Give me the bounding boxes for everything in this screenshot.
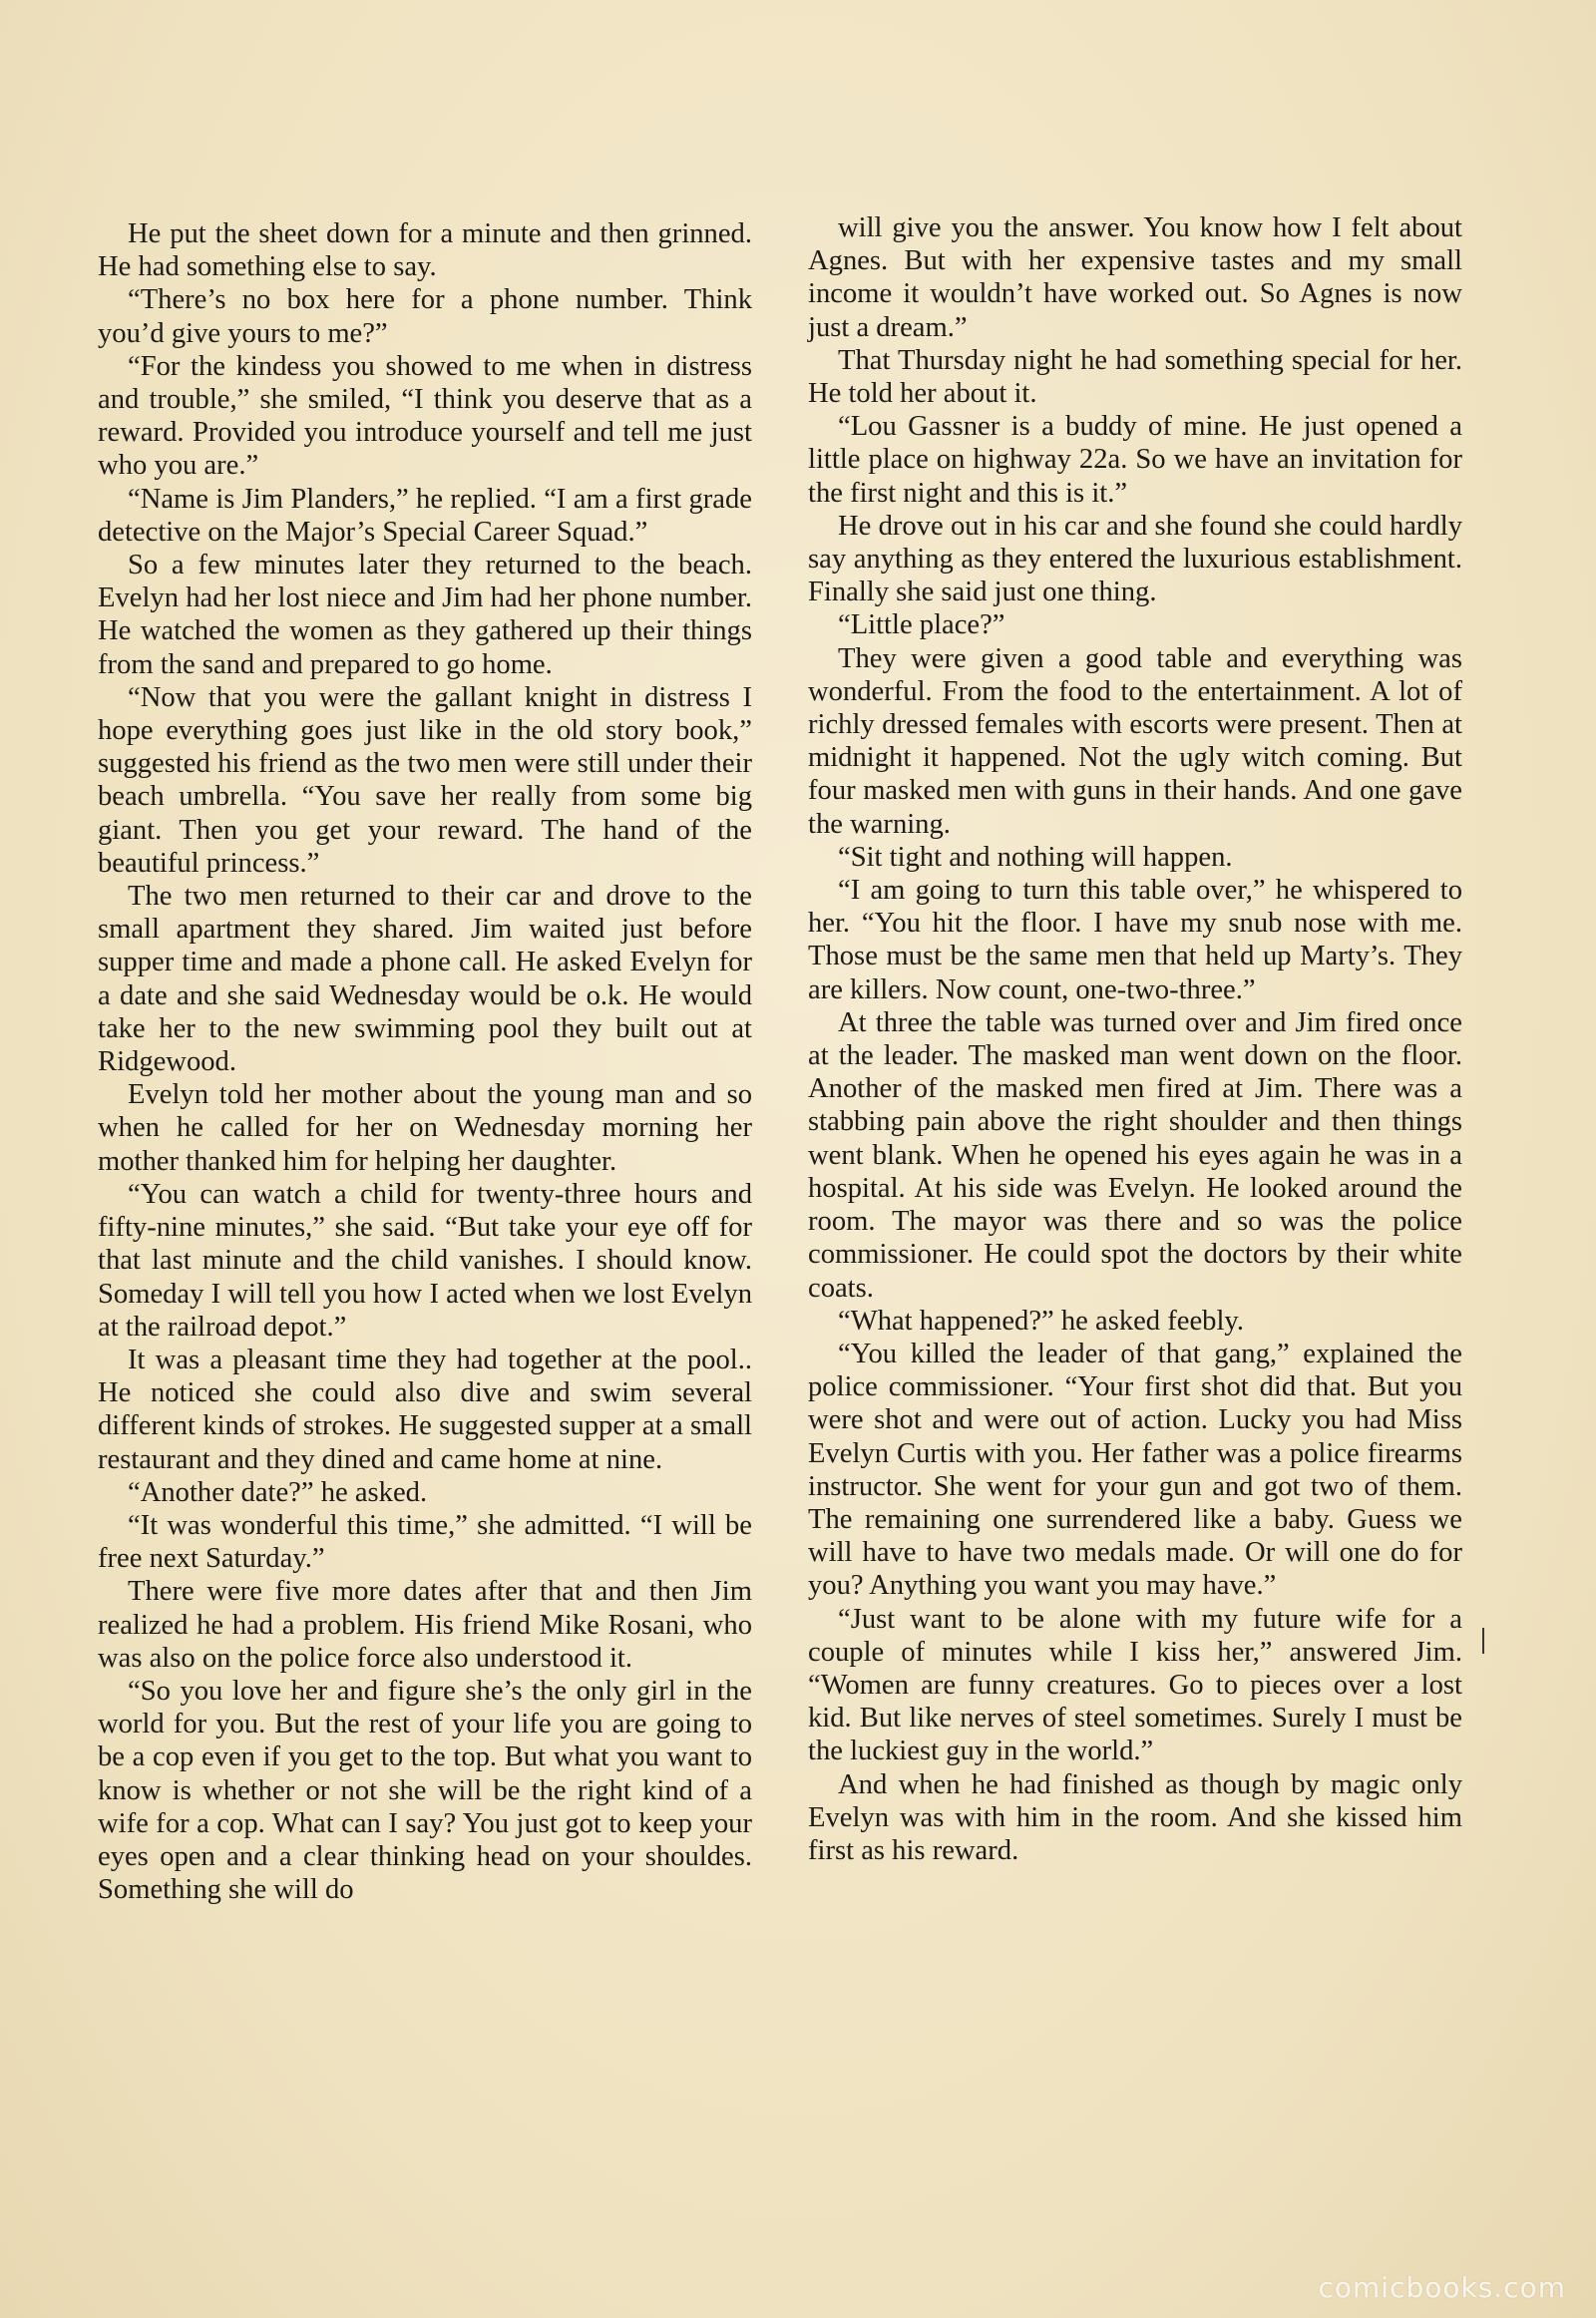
paragraph: That Thursday night he had something special for her. He told her about it. — [808, 344, 1462, 410]
paragraph: “Another date?” he asked. — [128, 1476, 428, 1508]
paragraph: The two men returned to their car and drove to the small apartment they shared. Jim waited just before supper time and made a phone call. He asked Evelyn for a date and she said Wednesday would be o.k. He would take her to the new swimming pool they built out at Ridgewood. — [98, 881, 752, 1078]
paragraph: So a few minutes later they returned to the beach. Evelyn had her lost niece and Jim had her phone number. He watched the women as they gathered up their things from the sand and prepared to go home. — [98, 550, 752, 680]
paragraph: “Just want to be alone with my future wife for a couple of minutes while I kiss her,” answered Jim. “Women are funny creatures. Go to pieces over a lost kid. But like nerves of steel sometimes. Surely I must be the luckiest guy in the world.” — [808, 1603, 1462, 1767]
paragraph: “Little place?” — [838, 609, 1005, 641]
paragraph: “Name is Jim Planders,” he replied. “I am a first grade detective on the Major’s Special Career Squad.” — [98, 483, 752, 548]
watermark: comicbooks.com — [1318, 2271, 1566, 2304]
paragraph: Evelyn told her mother about the young man and so when he called for her on Wednesday morning her mother thanked him for helping her daughter. — [98, 1079, 752, 1177]
paragraph: He put the sheet down for a minute and then grinned. He had something else to say. — [98, 218, 752, 283]
paragraph: There were five more dates after that and then Jim realized he had a problem. His friend Mike Rosani, who was also on the police force also understood it. — [98, 1576, 752, 1674]
paragraph: “You can watch a child for twenty-three hours and fifty-nine minutes,” she said. “But take your eye off for that last minute and the child vanishes. I should know. Someday I will tell you how I acted when we lost Evelyn at the railroad depot.” — [98, 1178, 752, 1343]
paragraph: He drove out in his car and she found she could hardly say anything as they entered the luxurious establishment. Finally she said just one thing. — [808, 510, 1462, 608]
paragraph: “You killed the leader of that gang,” explained the police commissioner. “Your first shot did that. But you were shot and were out of action. Lucky you had Miss Evelyn Curtis with you. Her father was a police firearms instructor. She went for your gun and got two of them. The remaining one surrendered like a baby. Guess we will have to have two medals made. Or will one do for you? Anything you want you may have.” — [808, 1338, 1462, 1602]
paragraph: They were given a good table and everything was wonderful. From the food to the entertainment. A lot of richly dressed females with escorts were present. Then at midnight it happened. Not the ugly witch coming. But four masked men with guns in their hands. And one gave the warning. — [808, 642, 1462, 840]
paragraph: “So you love her and figure she’s the only girl in the world for you. But the rest of your life you are going to be a cop even if you get to the top. But what you want to know is whether or not she will be the right kind of a wife for a cop. What can I say? You just got to keep your eyes open and a clear thinking head on your shouldes. Something she will do — [98, 1675, 752, 1906]
paragraph: “Lou Gassner is a buddy of mine. He just opened a little place on highway 22a. So we have an invitation for the first night and this is it.” — [808, 411, 1462, 509]
paragraph: And when he had finished as though by magic only Evelyn was with him in the room. And she kissed him first as his reward. — [808, 1768, 1462, 1866]
paragraph: “Now that you were the gallant knight in distress I hope everything goes just like in the old story book,” suggested his friend as the two men were still under their beach umbrella. “You save her really from some big giant. Then you get your reward. The hand of the beautiful princess.” — [98, 681, 752, 879]
paragraph: will give you the answer. You know how I felt about Agnes. But with her expensive tastes and my small income it wouldn’t have worked out. So Agnes is now just a dream.” — [808, 212, 1462, 343]
paragraph: “It was wonderful this time,” she admitted. “I will be free next Saturday.” — [98, 1509, 752, 1575]
paragraph: It was a pleasant time they had together at the pool.. He noticed she could also dive and swim several different kinds of strokes. He suggested supper at a small restaurant and they dined and came home at nine. — [98, 1344, 752, 1475]
story-column-left — [98, 217, 752, 1906]
paragraph: “What happened?” he asked feebly. — [838, 1305, 1244, 1337]
story-column-right — [808, 211, 1462, 1867]
paragraph: “I am going to turn this table over,” he whispered to her. “You hit the floor. I have my snub nose with me. Those must be the same men that held up Marty’s. They are killers. Now count, one-two-three.” — [808, 875, 1462, 1005]
paragraph: “Sit tight and nothing will happen. — [838, 841, 1233, 873]
paragraph: “For the kindess you showed to me when in distress and trouble,” she smiled, “I think you deserve that as a reward. Provided you introduce yourself and tell me just who you are.” — [98, 350, 752, 482]
print-mark — [1482, 1628, 1484, 1654]
paragraph: “There’s no box here for a phone number. Think you’d give yours to me?” — [98, 284, 752, 349]
paragraph: At three the table was turned over and Jim fired once at the leader. The masked man went down on the floor. Another of the masked men fired at Jim. There was a stabbing pain above the right shoulder and then things went blank. When he opened his eyes again he was in a hospital. At his side was Evelyn. He looked around the room. The mayor was there and so was the police commissioner. He could spot the doctors by their white coats. — [808, 1006, 1462, 1304]
